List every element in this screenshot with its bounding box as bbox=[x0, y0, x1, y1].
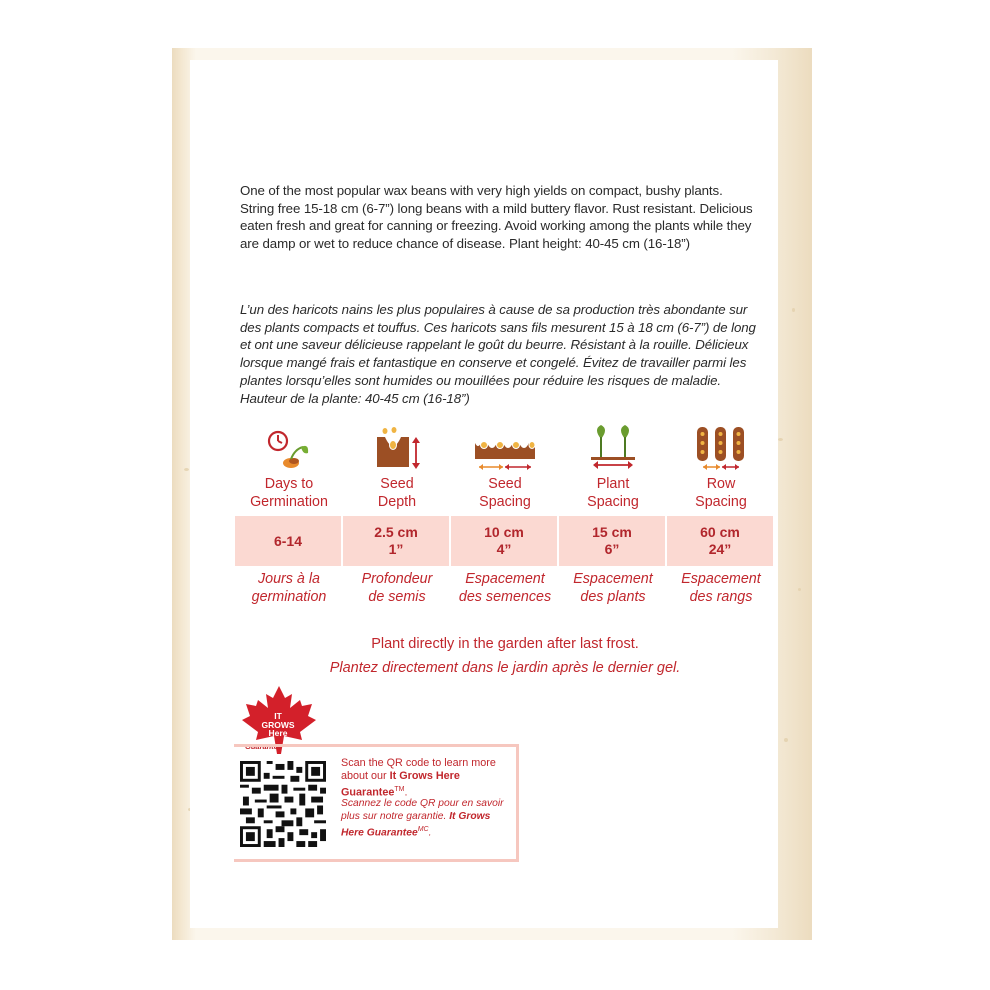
spec-label-french: Jours à la germination bbox=[251, 571, 327, 605]
spec-label-french: Profondeur de semis bbox=[361, 571, 433, 605]
planting-instruction-english: Plant directly in the garden after last frost. bbox=[371, 636, 639, 652]
spec-value: 60 cm 24” bbox=[667, 516, 773, 566]
spec-label-french: Espacement des rangs bbox=[681, 571, 761, 605]
description-english: One of the most popular wax beans with very high yields on compact, bushy plants. String free 15-18 cm (6-7”) long beans with a mild buttery flavor. Rust resistant. Delicious eaten fresh and great for canning or freezing. Avoid working among the plants while they are damp or wet to reduce chance of disease. Plant height: 40-45 cm (16-18”) bbox=[240, 183, 753, 252]
spec-label-french: Espacement des plants bbox=[573, 571, 653, 605]
qr-code-icon[interactable] bbox=[240, 761, 326, 847]
description-french: L’un des haricots nains les plus populaires à cause de sa production très abondante sur des plants compacts et touffus. Ces haricots sans fils mesurent 15 à 18 cm (6-7”) de long et ont une saveur délicieuse rappelant le goût du beurre. Résistant à la rouille. Délicieux lorsque mangé frais et fantastique en conserve et congelé. Évitez de travailler parmi les plantes lorsqu’elles sont humides ou mouillées pour réduire les risques de maladie. Hauteur de la plante: 40-45 cm (16-18”) bbox=[240, 302, 756, 406]
spec-label: Seed Spacing bbox=[479, 476, 531, 510]
spec-value: 2.5 cm 1” bbox=[343, 516, 449, 566]
logo-guarantee-tag: Guarantee™ bbox=[245, 742, 290, 751]
plant-spacing-icon bbox=[559, 424, 667, 474]
row-spacing-icon bbox=[667, 424, 775, 474]
spec-label: Row Spacing bbox=[695, 476, 747, 510]
spec-label: Days to Germination bbox=[250, 476, 328, 510]
spec-value: 6-14 bbox=[235, 516, 341, 566]
logo-text: IT GROWS Here bbox=[261, 711, 295, 738]
spec-label: Plant Spacing bbox=[587, 476, 639, 510]
spec-label-french: Espacement des semences bbox=[458, 571, 552, 605]
qr-caption-english: Scan the QR code to learn more about our It Grows Here Guarantee™. bbox=[341, 757, 496, 799]
germination-clock-icon bbox=[235, 424, 343, 474]
planting-instruction-french: Plantez directement dans le jardin après le dernier gel. bbox=[329, 660, 681, 676]
spec-value: 10 cm 4” bbox=[451, 516, 557, 566]
spec-label: Seed Depth bbox=[377, 476, 417, 510]
spec-value: 15 cm 6” bbox=[559, 516, 665, 566]
qr-caption-french: Scannez le code QR pour en savoir plus sur notre garantie. It Grows Here Guarantee$^{MC}$. bbox=[341, 798, 504, 839]
seed-depth-icon bbox=[343, 424, 451, 474]
seed-spacing-icon bbox=[451, 424, 559, 474]
